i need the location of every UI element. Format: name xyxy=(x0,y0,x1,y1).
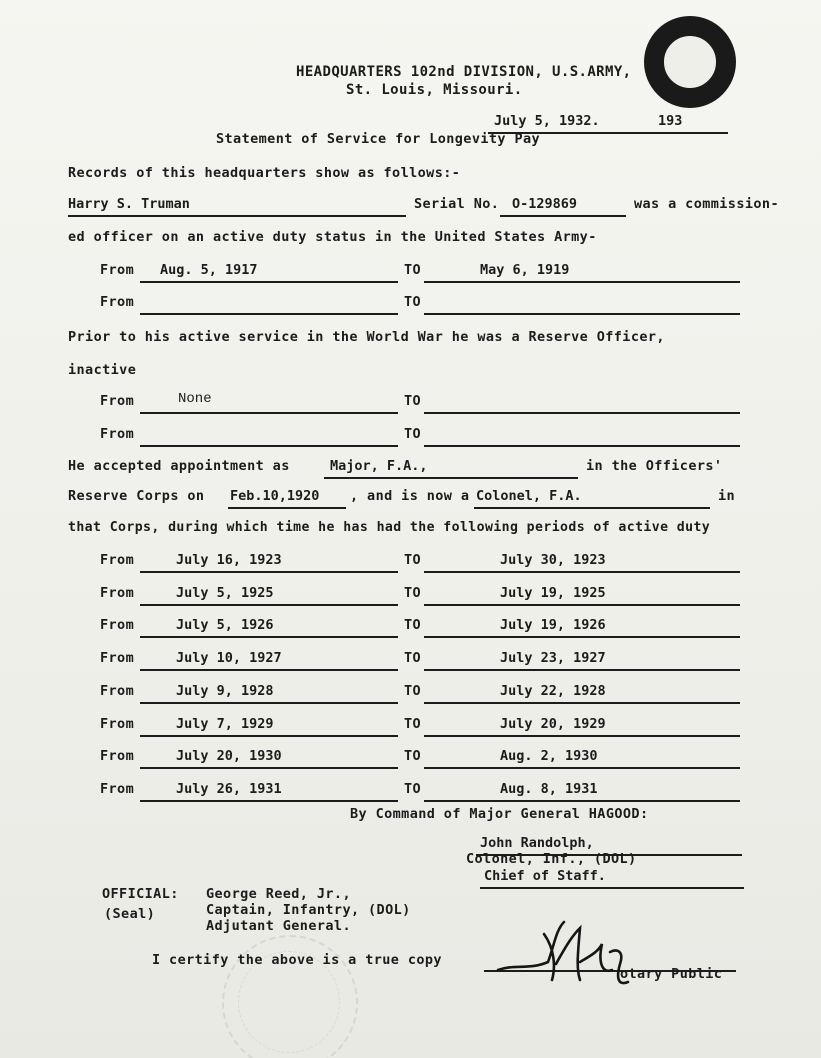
duty-from-3: July 5, 1926 xyxy=(176,617,274,633)
to-field xyxy=(424,394,740,414)
duty-from-8: July 26, 1931 xyxy=(176,781,282,797)
from-label: From xyxy=(100,294,135,310)
to-label: TO xyxy=(404,426,422,442)
to-label: TO xyxy=(404,294,422,310)
corps-line: that Corps, during which time he has had the following periods of active duty xyxy=(68,520,711,535)
to-label: TO xyxy=(404,781,422,797)
year-prefix: 193 xyxy=(658,113,683,129)
reserve-date: Feb.10,1920 xyxy=(230,488,320,504)
serial-label: Serial No. xyxy=(414,196,500,212)
now-text: , and is now a xyxy=(350,488,470,504)
from-label: From xyxy=(100,426,135,442)
from-field xyxy=(140,295,398,315)
archives-stamp xyxy=(644,16,736,108)
header-line-2: St. Louis, Missouri. xyxy=(346,82,523,98)
in-text: in xyxy=(718,488,736,504)
from-label: From xyxy=(100,262,135,278)
to-field xyxy=(424,427,740,447)
inactive-label: inactive xyxy=(68,362,137,378)
from-label: From xyxy=(100,552,135,568)
to-label: TO xyxy=(404,585,422,601)
signatory-title: Chief of Staff. xyxy=(484,868,606,884)
to-label: TO xyxy=(404,716,422,732)
duty-from-2: July 5, 1925 xyxy=(176,585,274,601)
duty-from-4: July 10, 1927 xyxy=(176,650,282,666)
official-name: George Reed, Jr., xyxy=(206,886,351,902)
to-label: TO xyxy=(404,552,422,568)
to-label: TO xyxy=(404,393,422,409)
duty-to-3: July 19, 1926 xyxy=(500,617,606,633)
to-label: TO xyxy=(404,617,422,633)
prior-service-line: Prior to his active service in the World War he was a Reserve Officer, xyxy=(68,329,665,345)
official-label: OFFICIAL: xyxy=(102,886,179,902)
duty-to-1: July 30, 1923 xyxy=(500,552,606,568)
duty-to-2: July 19, 1925 xyxy=(500,585,606,601)
document-title: Statement of Service for Longevity Pay xyxy=(216,131,541,147)
inactive-from-1: None xyxy=(178,391,212,407)
duty-to-4: July 23, 1927 xyxy=(500,650,606,666)
from-label: From xyxy=(100,585,135,601)
notary-public-label: otary Public xyxy=(620,966,723,982)
officers-text: in the Officers' xyxy=(586,458,723,474)
duty-to-6: July 20, 1929 xyxy=(500,716,606,732)
current-rank: Colonel, F.A. xyxy=(476,488,582,504)
serial-value: O-129869 xyxy=(512,196,578,212)
accepted-text: He accepted appointment as xyxy=(68,458,290,474)
to-field xyxy=(424,263,740,283)
duty-to-5: July 22, 1928 xyxy=(500,683,606,699)
official-rank: Captain, Infantry, (DOL) xyxy=(206,902,411,918)
from-label: From xyxy=(100,781,135,797)
commission-text: was a commission- xyxy=(634,196,779,212)
duty-to-7: Aug. 2, 1930 xyxy=(500,748,598,764)
certify-text: I certify the above is a true copy xyxy=(152,952,442,968)
seal-label: (Seal) xyxy=(104,906,156,922)
active-to-1: May 6, 1919 xyxy=(480,262,570,278)
from-label: From xyxy=(100,617,135,633)
to-label: TO xyxy=(404,683,422,699)
from-label: From xyxy=(100,716,135,732)
to-label: TO xyxy=(404,748,422,764)
to-label: TO xyxy=(404,650,422,666)
from-label: From xyxy=(100,393,135,409)
header-line-1: HEADQUARTERS 102nd DIVISION, U.S.ARMY, xyxy=(296,64,632,80)
to-field xyxy=(424,295,740,315)
command-line: By Command of Major General HAGOOD: xyxy=(350,806,649,822)
from-field xyxy=(140,427,398,447)
active-from-1: Aug. 5, 1917 xyxy=(160,262,258,278)
date-value: July 5, 1932. xyxy=(494,113,600,129)
duty-to-8: Aug. 8, 1931 xyxy=(500,781,598,797)
from-label: From xyxy=(100,748,135,764)
duty-from-1: July 16, 1923 xyxy=(176,552,282,568)
notary-signature xyxy=(494,912,654,992)
from-label: From xyxy=(100,650,135,666)
signatory-name: John Randolph, xyxy=(480,835,594,851)
intro-line: Records of this headquarters show as follows:- xyxy=(68,165,461,181)
signatory-rank: Colonel, Inf., (DOL) xyxy=(466,851,637,867)
from-label: From xyxy=(100,683,135,699)
officer-status-line: ed officer on an active duty status in the United States Army- xyxy=(68,229,597,245)
officer-name: Harry S. Truman xyxy=(68,196,190,212)
duty-from-7: July 20, 1930 xyxy=(176,748,282,764)
official-title: Adjutant General. xyxy=(206,918,351,934)
duty-from-6: July 7, 1929 xyxy=(176,716,274,732)
duty-from-5: July 9, 1928 xyxy=(176,683,274,699)
reserve-corps-text: Reserve Corps on xyxy=(68,488,205,504)
accepted-rank: Major, F.A., xyxy=(330,458,428,474)
to-label: TO xyxy=(404,262,422,278)
